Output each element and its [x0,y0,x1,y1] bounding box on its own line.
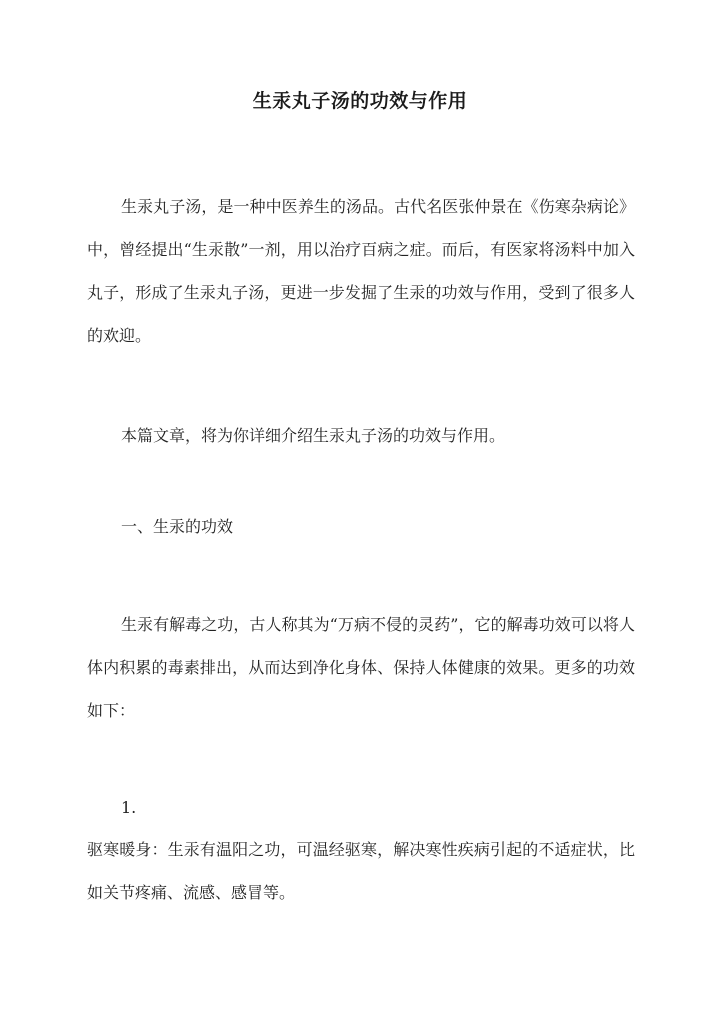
intro-paragraph: 生汞丸子汤，是一种中医养生的汤品。古代名医张仲景在《伤寒杂病论》中，曾经提出“生汞散”一剂，用以治疗百病之症。而后，有医家将汤料中加入丸子，形成了生汞丸子汤，更进一步发掘了生汞的功效与作用，受到了很多人的欢迎。 [87,197,635,345]
list-item-number: 1. [121,798,137,817]
document-title: 生汞丸子汤的功效与作用 [252,90,468,112]
section-heading: 一、生汞的功效 [121,517,234,536]
overview-paragraph: 本篇文章，将为你详细介绍生汞丸子汤的功效与作用。 [121,426,506,445]
list-item-text: 驱寒暖身：生汞有温阳之功，可温经驱寒，解决寒性疾病引起的不适症状，比如关节疼痛、流感、感冒等。 [87,840,635,902]
detox-paragraph: 生汞有解毒之功，古人称其为“万病不侵的灵药”，它的解毒功效可以将人体内积累的毒素排出，从而达到净化身体、保持人体健康的效果。更多的功效如下： [87,615,635,720]
